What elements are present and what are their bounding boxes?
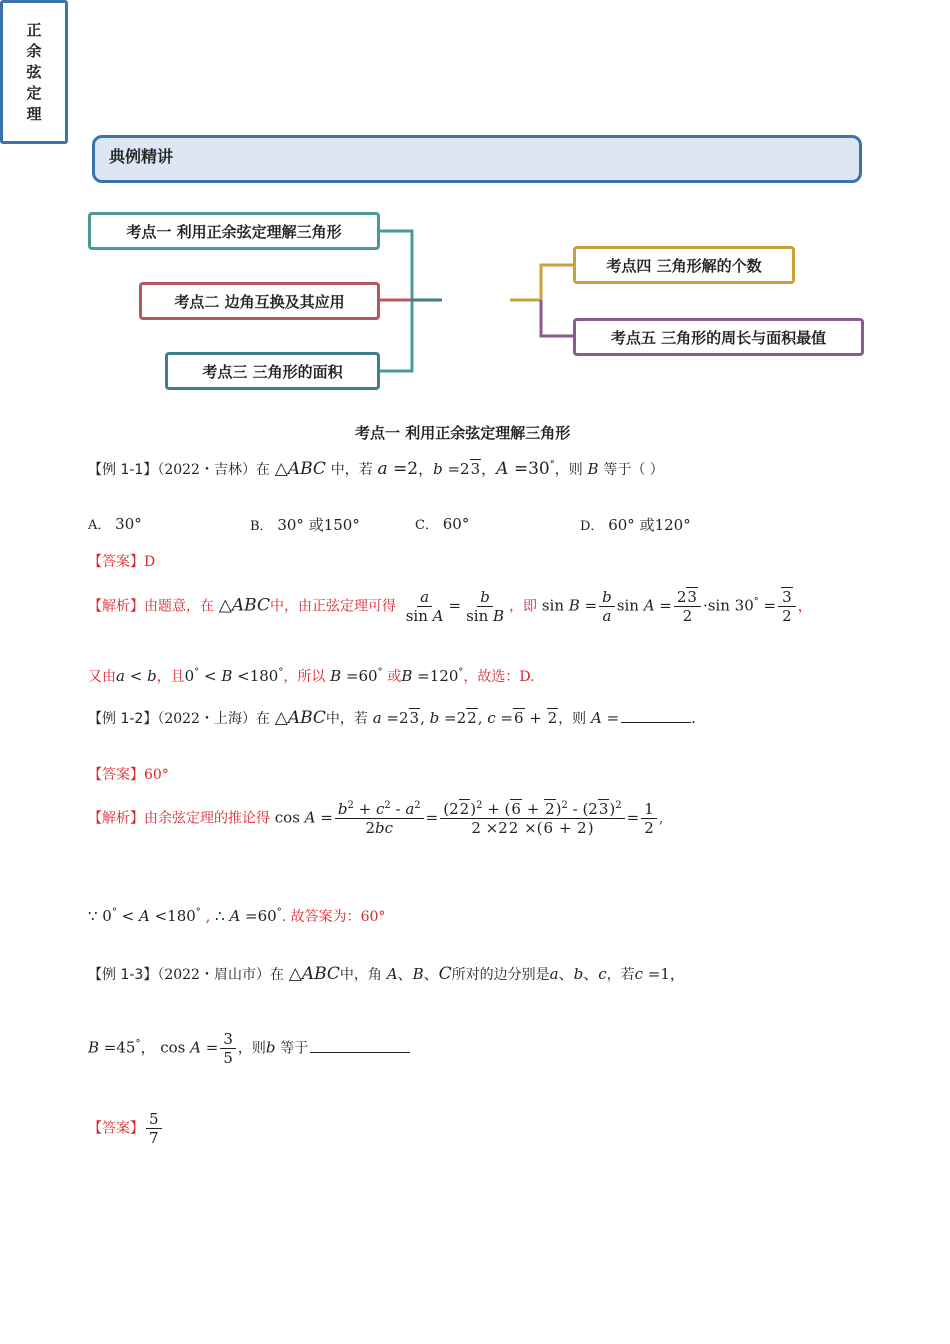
ex3-line2-end: 等于 xyxy=(280,1040,309,1057)
topic-label-1: 考点一 利用正余弦定理解三角形 xyxy=(126,222,342,241)
ex2-answer: 【答案】60° xyxy=(88,767,169,783)
ex1-option-d-letter: D． xyxy=(580,519,604,534)
ex3-answer-tag: 【答案】 xyxy=(88,1120,144,1137)
connector-right-top xyxy=(510,265,573,300)
topic-box-2 xyxy=(139,282,380,320)
ex1-option-d-value: 60° 或120° xyxy=(608,516,691,534)
ex3-line2-tail: ，则 xyxy=(237,1040,266,1057)
ex3-blank[interactable] xyxy=(310,1052,410,1053)
ex3-stem-mid: 中，角 xyxy=(339,967,382,983)
center-char: 正 xyxy=(26,20,42,39)
ex2-analysis-tag: 【解析】 xyxy=(88,810,144,827)
ex3-stem: 【例 1-3】（2022・眉山市）在 △ABC中，角 A、B、C所对的边分别是a、b、c，若c =1， xyxy=(88,964,685,984)
ex1-option-b-letter: B． xyxy=(250,519,273,534)
ex2-stem-end: ，则 xyxy=(558,711,587,727)
ex1-analysis-line2d: 或 xyxy=(387,669,402,685)
ex1-option-a xyxy=(88,514,142,533)
ex2-blank[interactable] xyxy=(621,722,691,723)
ex3-stem-mid2: 所对的边分别是 xyxy=(451,967,550,983)
ex1-source: （2022・吉林）在 xyxy=(157,462,270,478)
ex1-option-c-value: 60° xyxy=(442,515,470,533)
topic-label-4: 考点四 三角形解的个数 xyxy=(606,256,762,275)
ex1-analysis-line2e: ，故选：D. xyxy=(463,669,535,685)
topic-box-5 xyxy=(573,318,864,356)
ex1-option-c-letter: C． xyxy=(415,518,438,533)
ex2-analysis-line2: ∵ 0° < A <180° , ∴ A =60°. 故答案为：60° xyxy=(88,907,386,925)
topic-box-4 xyxy=(573,246,795,284)
ex2-analysis-line1: 【解析】由余弦定理的推论得 cos A = $\frac{b^2 + c^2 - a^2}{2bc}$ = $\frac{(22)^2 + (6 + 2)^2 - (23)^2}{2 \times 22 \times(6 + 2)}$ = $\frac{1}{2}$ , xyxy=(88,800,664,837)
ex3-stem-end: ，若 xyxy=(606,967,635,983)
ex1-stem: 【例 1-1】（2022・吉林）在 △ABC 中，若 a =2，b =23，A =30°，则 B 等于（ ） xyxy=(88,459,664,479)
ex2-stem-mid: 中，若 xyxy=(325,711,368,727)
center-char: 余 xyxy=(26,41,42,60)
topic-box-3 xyxy=(165,352,380,390)
ex2-source: （2022・上海）在 xyxy=(157,711,270,727)
ex1-analysis-line1: 【解析】由题意，在 △ABC中，由正弦定理可得 $\frac{a}{\text{sin A}}$ = $\frac{b}{\text{sin B}}$ ，即 sin B = $\frac{b}{a}$ sin A = $\frac{23}{2}$ ·sin 30° = $\frac{3}{2}$ ， xyxy=(88,588,813,625)
ex1-analysis-line2c: ，所以 xyxy=(283,669,326,685)
ex1-option-b xyxy=(250,514,360,535)
ex1-option-a-letter: A． xyxy=(88,518,111,533)
connector-right-bottom xyxy=(541,300,573,336)
ex1-stem-tail: 等于（ ） xyxy=(603,462,664,478)
ex1-option-a-value: 30° xyxy=(115,515,142,533)
topic-label-3: 考点三 三角形的面积 xyxy=(202,362,343,381)
ex3-source: （2022・眉山市）在 xyxy=(157,967,284,983)
ex1-option-d xyxy=(580,514,691,535)
ex3-tag: 【例 1-3】 xyxy=(88,967,158,983)
ex1-analysis-line2b: ，且 xyxy=(156,669,185,685)
ex1-analysis-line2a: 又由 xyxy=(88,669,116,685)
ex1-analysis-line2: 又由a < b，且0° < B <180°，所以 B =60° 或B =120°，故选：D. xyxy=(88,667,535,685)
ex1-analysis-text3: ，即 xyxy=(509,598,538,615)
topic-label-2: 考点二 边角互换及其应用 xyxy=(174,292,345,311)
ex2-analysis-text1: 由余弦定理的推论得 xyxy=(144,810,270,827)
topic-box-1 xyxy=(88,212,380,250)
banner-title: 典例精讲 xyxy=(109,147,174,166)
ex1-analysis-text1: 由题意，在 xyxy=(144,598,214,615)
center-char: 定 xyxy=(26,83,42,102)
topic-label-5: 考点五 三角形的周长与面积最值 xyxy=(610,328,827,347)
ex2-tag: 【例 1-2】 xyxy=(88,711,158,727)
ex1-analysis-text2: 中，由正弦定理可得 xyxy=(269,598,396,615)
ex3-answer-line: 【答案】 $\frac{5}{7}$ xyxy=(88,1110,164,1147)
ex1-answer: 【答案】D xyxy=(88,554,156,570)
center-char: 弦 xyxy=(26,62,42,81)
ex1-option-b-value: 30° 或150° xyxy=(277,516,360,534)
ex1-stem-mid: 中，若 xyxy=(330,462,373,478)
ex1-stem-end: ，则 xyxy=(554,462,583,478)
ex2-analysis-tail: . 故答案为：60° xyxy=(281,909,386,925)
ex3-stem-line2: B =45°， cos A = $\frac{3}{5}$ ，则b 等于 xyxy=(88,1030,410,1067)
center-char: 理 xyxy=(26,104,42,123)
ex1-tag: 【例 1-1】 xyxy=(88,462,158,478)
section-title: 考点一 利用正余弦定理解三角形 xyxy=(355,424,571,442)
ex2-stem: 【例 1-2】（2022・上海）在 △ABC中，若 a =23, b =22, c =6 + 2，则 A = . xyxy=(88,708,696,728)
ex1-option-c xyxy=(415,514,469,533)
ex1-analysis-tag: 【解析】 xyxy=(88,598,144,615)
